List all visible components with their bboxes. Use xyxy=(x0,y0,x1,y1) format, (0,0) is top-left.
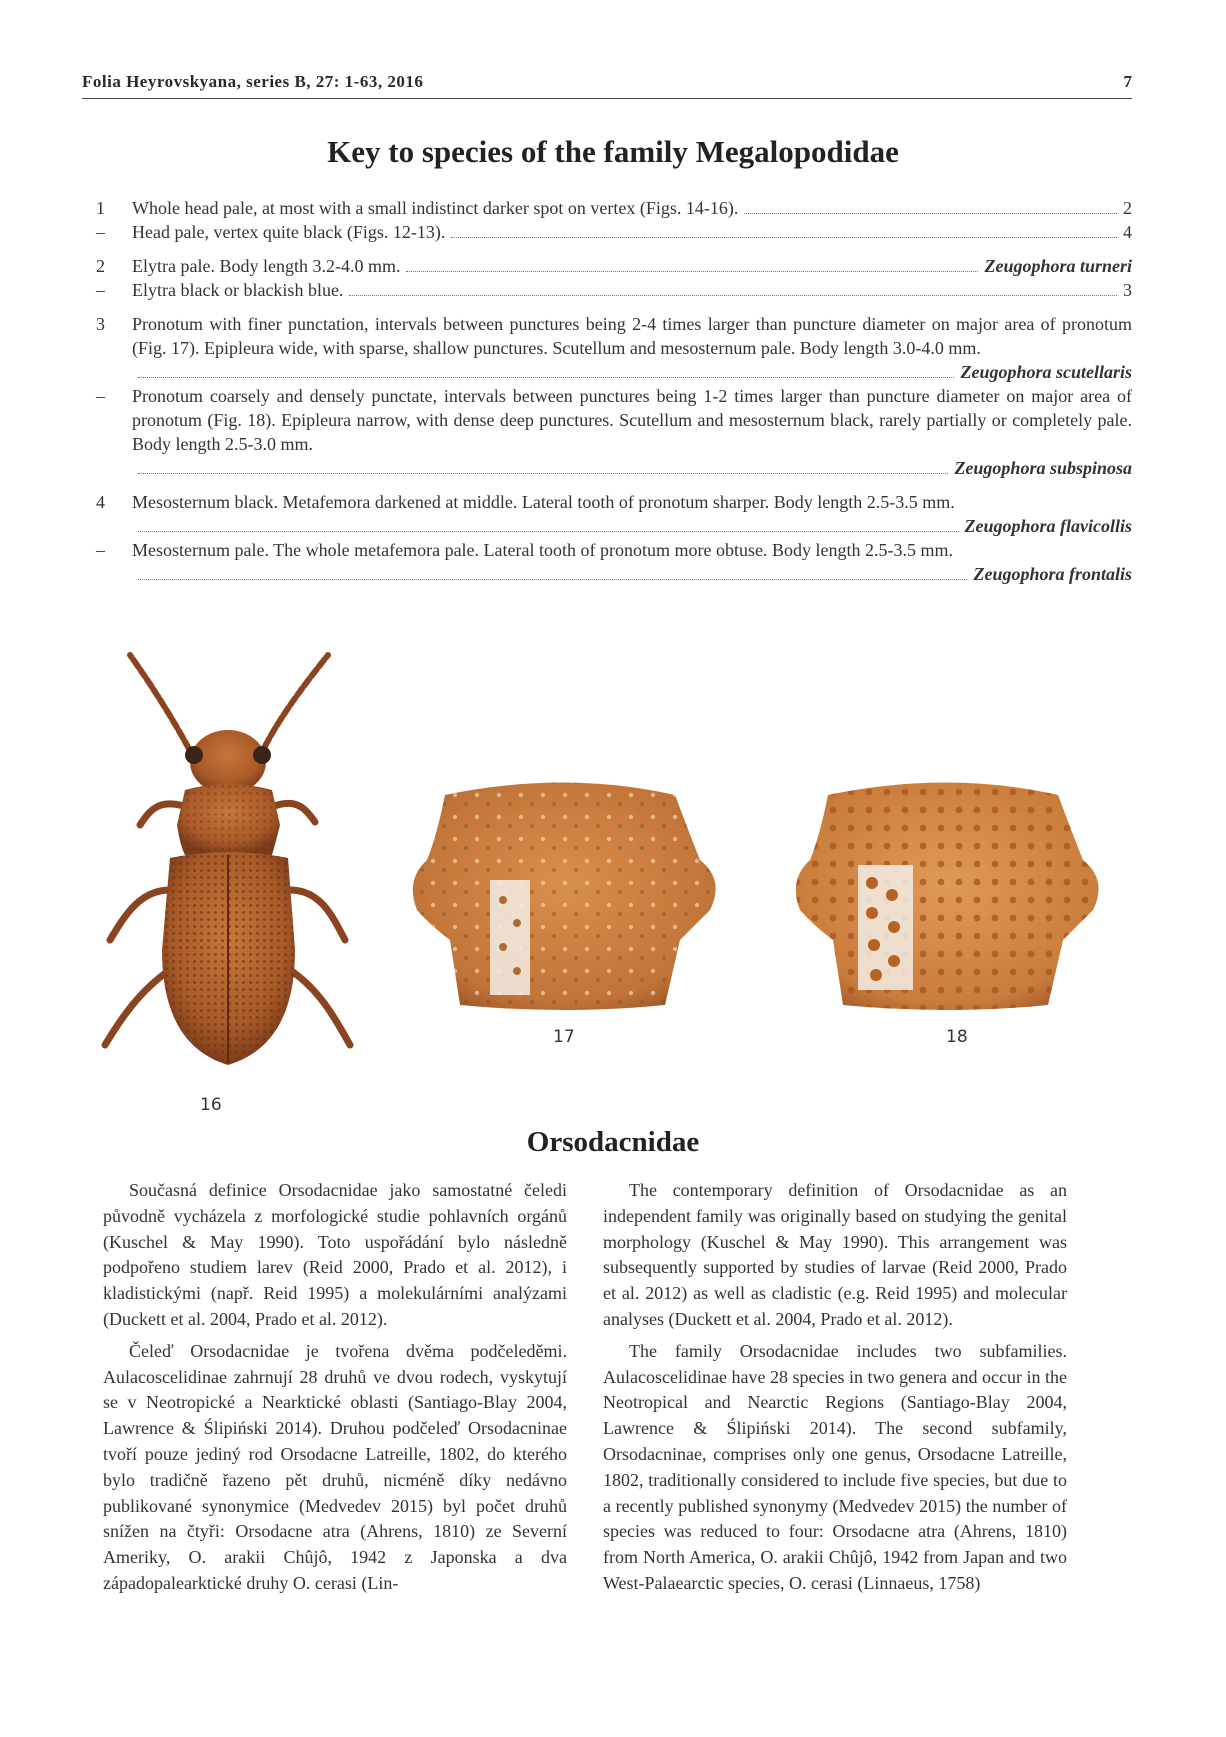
lead-marker: – xyxy=(96,540,105,560)
key-couplet-1 xyxy=(92,196,1132,244)
leader-dots xyxy=(744,212,1117,214)
identification-key xyxy=(92,196,1132,596)
czech-column xyxy=(103,1178,567,1603)
lead-text: Whole head pale, at most with a small indistinct darker spot on vertex (Figs. 14-16). xyxy=(132,198,739,218)
species-name: Zeugophora turneri xyxy=(984,256,1132,276)
figure-number: 16 xyxy=(200,1095,222,1115)
page-number: 7 xyxy=(1123,72,1132,91)
lead-text: Mesosternum pale. The whole metafemora pale. Lateral tooth of pronotum more obtuse. Body length 2.5-3.5 mm. xyxy=(132,540,953,560)
leader-dots xyxy=(138,472,948,474)
species-name: Zeugophora flavicollis xyxy=(964,516,1132,536)
key-couplet-4 xyxy=(92,490,1132,586)
figure-number: 18 xyxy=(946,1027,968,1047)
lead-marker: 3 xyxy=(96,314,105,334)
key-lead xyxy=(92,312,1132,384)
lead-text: Mesosternum black. Metafemora darkened at middle. Lateral tooth of pronotum sharper. Body length 2.5-3.5 mm. xyxy=(132,492,955,512)
lead-text: Elytra pale. Body length 3.2-4.0 mm. xyxy=(132,256,401,276)
lead-text: Head pale, vertex quite black (Figs. 12-13). xyxy=(132,222,446,242)
paragraph: Čeleď Orsodacnidae je tvořena dvěma podčeleděmi. Aulacoscelidinae zahrnují 28 druhů ve dvou rodech, vyskytují se v Neotropické a Nearktické oblasti (Santiago-Blay 2004, Lawrence & Ślipiński 2014). Druhou podčeleď Orsodacninae tvoří pouze jediný rod Orsodacne Latreille, 1802, do kterého bylo tradičně řazeno pět druhů, nicméně díky nedávno publikované synonymice (Medvedev 2015) byl počet druhů snížen na čtyři: Orsodacne atra (Ahrens, 1810) ze Severní Ameriky, O. arakii Chûjô, 1942 z Japonska a dva západopalearktické druhy O. cerasi (Lin- xyxy=(103,1340,567,1593)
pronotum-illustration xyxy=(405,765,730,1015)
pronotum-illustration xyxy=(788,765,1113,1015)
journal-citation: Folia Heyrovskyana, series B, 27: 1-63, 2016 xyxy=(82,72,424,91)
species-name: Zeugophora subspinosa xyxy=(954,458,1132,478)
species-name: Zeugophora frontalis xyxy=(973,564,1132,584)
figure-17-pronotum xyxy=(405,765,730,1055)
key-lead xyxy=(92,196,1132,220)
key-lead xyxy=(92,278,1132,302)
figure-16-beetle xyxy=(100,650,360,1115)
leader-dots xyxy=(451,236,1117,238)
english-column xyxy=(603,1178,1067,1603)
lead-marker: 2 xyxy=(96,256,105,276)
beetle-illustration xyxy=(100,650,360,1095)
key-couplet-2 xyxy=(92,254,1132,302)
key-lead xyxy=(92,220,1132,244)
lead-marker: 4 xyxy=(96,492,105,512)
lead-destination: 2 xyxy=(1123,198,1132,218)
leader-dots xyxy=(138,578,967,580)
lead-text: Pronotum coarsely and densely punctate, intervals between punctures being 1-2 times larger than puncture diameter on major area of pronotum (Fig. 18). Epipleura narrow, with dense deep punctures. Scutellum and mesosternum black, rarely partially or completely pale. Body length 2.5-3.0 mm. xyxy=(132,386,1132,454)
section-title: Orsodacnidae xyxy=(526,1126,700,1158)
key-couplet-3 xyxy=(92,312,1132,480)
key-lead xyxy=(92,254,1132,278)
leader-dots xyxy=(138,376,954,378)
lead-text: Elytra black or blackish blue. xyxy=(132,280,344,300)
paragraph: Současná definice Orsodacnidae jako samostatné čeledi původně vycházela z morfologické studie pohlavních orgánů (Kuschel & May 1990). Toto uspořádání bylo následně podpořeno studiem larev (Reid 2000, Prado et al. 2012), i kladistickými (např. Reid 1995) a molekulárními analýzami (Duckett et al. 2004, Prado et al. 2012). xyxy=(103,1180,567,1329)
figure-number: 17 xyxy=(553,1027,575,1047)
paragraph: The family Orsodacnidae includes two subfamilies. Aulacoscelidinae have 28 species in two genera and occur in the Neotropical and Nearctic Regions (Santiago-Blay 2004, Lawrence & Ślipiński 2014). The second subfamily, Orsodacninae, comprises only one genus, Orsodacne Latreille, 1802, traditionally considered to include five species, but due to a recently published synonymy (Medvedev 2015) the number of species was reduced to four: Orsodacne atra (Ahrens, 1810) from North America, O. arakii Chûjô, 1942 from Japan and two West-Palaearctic species, O. cerasi (Linnaeus, 1758) xyxy=(603,1340,1067,1593)
key-title: Key to species of the family Megalopodidae xyxy=(327,134,899,169)
lead-text: Pronotum with finer punctation, intervals between punctures being 2-4 times larger than puncture diameter on major area of pronotum (Fig. 17). Epipleura wide, with sparse, shallow punctures. Scutellum and mesosternum pale. Body length 3.0-4.0 mm. xyxy=(132,314,1132,358)
key-lead xyxy=(92,538,1132,586)
leader-dots xyxy=(138,530,959,532)
lead-destination: 4 xyxy=(1123,222,1132,242)
lead-destination: 3 xyxy=(1123,280,1132,300)
figure-18-pronotum xyxy=(788,765,1113,1055)
leader-dots xyxy=(349,294,1117,296)
lead-marker: – xyxy=(96,280,105,300)
paragraph: The contemporary definition of Orsodacnidae as an independent family was originally based on studying the genital morphology (Kuschel & May 1990). This arrangement was subsequently supported by studies of larvae (Reid 2000, Prado et al. 2012) as well as cladistic (e.g. Reid 1995) and molecular analyses (Duckett et al. 2004, Prado et al. 2012). xyxy=(603,1180,1067,1329)
lead-marker: – xyxy=(96,222,105,242)
running-head xyxy=(82,70,1132,99)
leader-dots xyxy=(406,270,978,272)
key-lead xyxy=(92,384,1132,480)
species-name: Zeugophora scutellaris xyxy=(960,362,1132,382)
lead-marker: 1 xyxy=(96,198,105,218)
lead-marker: – xyxy=(96,386,105,406)
key-lead xyxy=(92,490,1132,538)
